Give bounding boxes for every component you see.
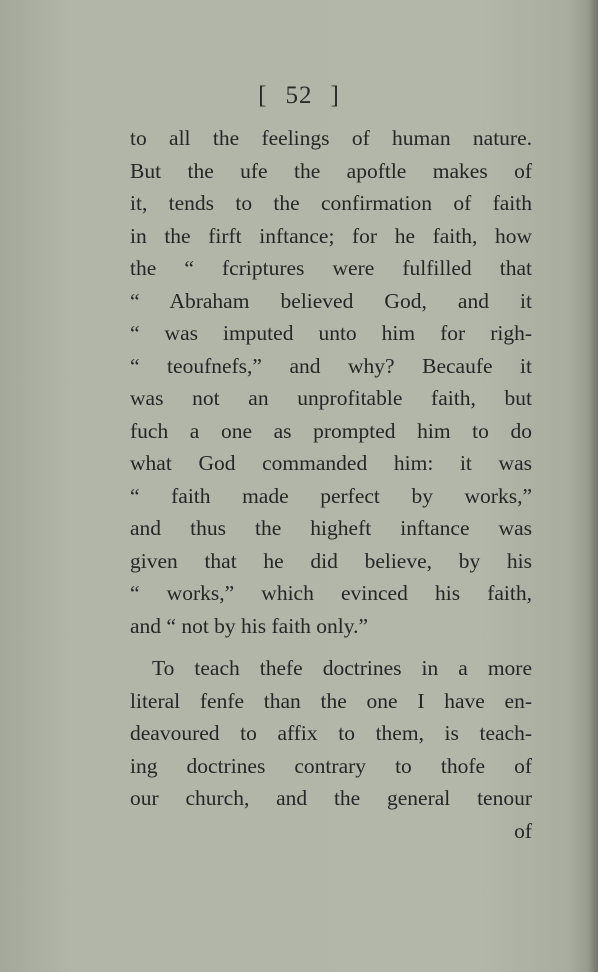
text-line: “ works,” which evinced his faith, [130, 581, 532, 605]
right-bracket: ] [330, 82, 340, 109]
text-line: “ Abraham believed God, and it [130, 288, 532, 313]
text-line: our church, and the general tenour [130, 786, 532, 810]
text-line: was not an unprofitable faith, but [130, 386, 532, 410]
text-line: to all the feelings of human nature. [130, 126, 532, 150]
text-line: it, tends to the confirmation of faith [130, 191, 532, 215]
body-text [130, 122, 532, 847]
paragraph-first-line: To teach thefe doctrines in a more [152, 656, 532, 680]
text-line: and “ not by his faith only.” [130, 613, 369, 638]
page-header [0, 82, 598, 110]
text-line: in the firft inftance; for he faith, how [130, 223, 532, 248]
text-line: given that he did believe, by his [130, 548, 532, 573]
text-line: “ was imputed unto him for righ- [130, 321, 532, 345]
page-edge-shadow [588, 0, 598, 972]
text-line: “ faith made perfect by works,” [130, 483, 532, 508]
text-line: and thus the higheft inftance was [130, 516, 532, 540]
catchword: of [514, 818, 532, 843]
text-line: the “ fcriptures were fulfilled that [130, 256, 532, 280]
text-line: deavoured to affix to them, is teach- [130, 721, 532, 745]
text-line: “ teoufnefs,” and why? Becaufe it [130, 353, 532, 378]
page-number: 52 [285, 82, 313, 109]
text-line: ing doctrines contrary to thofe of [130, 753, 532, 778]
text-line: fuch a one as prompted him to do [130, 418, 532, 443]
text-line: literal fenfe than the one I have en- [130, 688, 532, 713]
left-bracket: [ [258, 82, 268, 109]
text-line: But the ufe the apoftle makes of [130, 158, 532, 183]
text-line: what God commanded him: it was [130, 451, 532, 475]
